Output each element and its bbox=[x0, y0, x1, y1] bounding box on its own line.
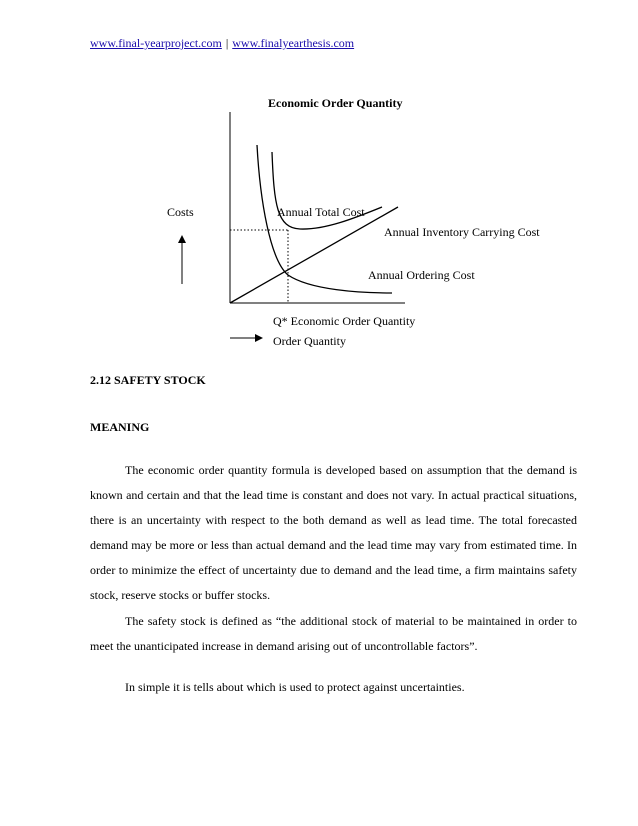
carrying-cost-label: Annual Inventory Carrying Cost bbox=[384, 225, 540, 239]
header-link-finalyearthesis[interactable]: www.finalyearthesis.com bbox=[232, 36, 355, 50]
annual-carrying-cost-line bbox=[230, 207, 398, 303]
header-link-final-yearproject[interactable]: www.final-yearproject.com bbox=[90, 36, 222, 50]
paragraph-2: The safety stock is defined as “the additional stock of material to be maintained in order to meet the unanticipated increase in demand arising out of uncontrollable factors”. bbox=[90, 614, 577, 653]
ordering-cost-label: Annual Ordering Cost bbox=[368, 268, 475, 282]
section-subheading: MEANING bbox=[90, 420, 150, 434]
eoq-figure bbox=[0, 0, 638, 360]
x-axis-label: Order Quantity bbox=[273, 334, 346, 348]
paragraph-3: In simple it is tells about which is used to protect against uncertainties. bbox=[125, 680, 465, 694]
paragraph-1: The economic order quantity formula is developed based on assumption that the demand is known and certain and that the lead time is constant and does not vary. In actual practical situations, there is an uncertainty with respect to the both demand as well as lead time. The total forecasted demand may be more or less than actual demand and the lead time may vary from estimated time. In order to minimize the effect of uncertainty due to demand and the lead time, a firm maintains safety stock, reserve stocks or buffer stocks. bbox=[90, 463, 577, 602]
header-separator: | bbox=[225, 36, 229, 50]
total-cost-label: Annual Total Cost bbox=[277, 205, 365, 219]
y-axis-label: Costs bbox=[167, 205, 194, 219]
eoq-label: Q* Economic Order Quantity bbox=[273, 314, 416, 328]
section-heading: 2.12 SAFETY STOCK bbox=[90, 373, 206, 387]
figure-title: Economic Order Quantity bbox=[268, 96, 403, 110]
